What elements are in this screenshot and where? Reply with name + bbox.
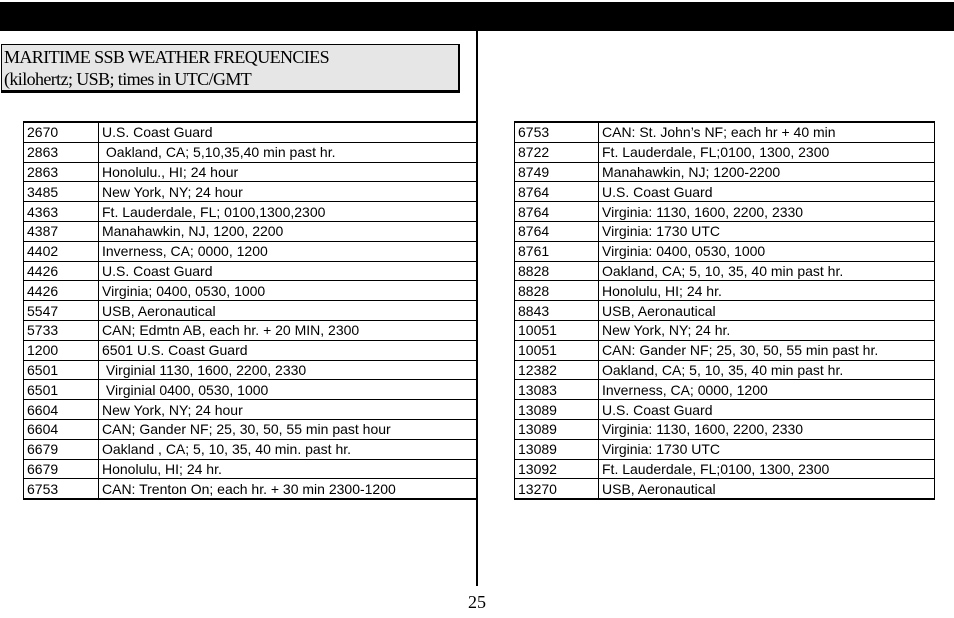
station-cell: Virginial 1130, 1600, 2200, 2330 [99,360,478,380]
frequency-cell: 4402 [24,241,99,261]
table-row [515,241,935,261]
frequency-cell: 6679 [24,459,99,479]
frequency-cell: 8749 [515,162,599,182]
station-cell: CAN; Gander NF; 25, 30, 50, 55 min past hour [99,419,478,439]
table-row [24,439,478,459]
station-cell: New York, NY; 24 hr. [599,320,935,340]
table-row [24,142,478,162]
station-cell: Honolulu., HI; 24 hour [99,162,478,182]
frequency-cell: 13270 [515,479,599,499]
title-box [1,44,460,93]
table-row [515,162,935,182]
frequency-cell: 4426 [24,281,99,301]
station-cell: Manahawkin, NJ; 1200-2200 [599,162,935,182]
table-row [515,142,935,162]
table-row [24,182,478,202]
table-row [515,261,935,281]
station-cell: New York, NY; 24 hour [99,182,478,202]
station-cell: Ft. Lauderdale, FL;0100, 1300, 2300 [599,142,935,162]
frequency-cell: 13089 [515,439,599,459]
frequency-cell: 5547 [24,301,99,321]
table-row [515,320,935,340]
title-line-1: MARITIME SSB WEATHER FREQUENCIES [4,47,329,67]
table-row [24,419,478,439]
station-cell: Virginia: 1730 UTC [599,221,935,241]
station-cell: Virginia: 1730 UTC [599,439,935,459]
table-row [24,340,478,360]
table-row [24,162,478,182]
table-row [515,439,935,459]
frequency-cell: 13089 [515,400,599,420]
station-cell: USB, Aeronautical [599,479,935,499]
frequency-cell: 8722 [515,142,599,162]
frequency-cell: 6501 [24,360,99,380]
frequency-cell: 4363 [24,202,99,222]
frequency-cell: 8828 [515,261,599,281]
table-row [24,202,478,222]
frequency-cell: 6679 [24,439,99,459]
table-row [515,301,935,321]
frequency-cell: 6753 [515,122,599,142]
station-cell: Honolulu, HI; 24 hr. [99,459,478,479]
frequency-cell: 13089 [515,419,599,439]
station-cell: Virginia; 0400, 0530, 1000 [99,281,478,301]
frequency-cell: 8764 [515,221,599,241]
table-row [24,400,478,420]
page-number: 25 [468,592,486,612]
station-cell: U.S. Coast Guard [599,182,935,202]
title-line-2: (kilohertz; USB; times in UTC/GMT [4,69,252,89]
station-cell: Virginia: 0400, 0530, 1000 [599,241,935,261]
frequency-cell: 8843 [515,301,599,321]
frequency-cell: 2863 [24,162,99,182]
table-row [24,221,478,241]
frequency-table-right [514,121,935,500]
frequency-cell: 6604 [24,400,99,420]
station-cell: Oakland , CA; 5, 10, 35, 40 min. past hr. [99,439,478,459]
station-cell: CAN: Gander NF; 25, 30, 50, 55 min past hr. [599,340,935,360]
station-cell: Oakland, CA; 5, 10, 35, 40 min past hr. [599,261,935,281]
table-row [24,301,478,321]
station-cell: Honolulu, HI; 24 hr. [599,281,935,301]
frequency-cell: 2863 [24,142,99,162]
table-row [24,479,478,499]
frequency-cell: 4426 [24,261,99,281]
table-row [24,459,478,479]
table-row [515,459,935,479]
table-row [515,419,935,439]
station-cell: USB, Aeronautical [599,301,935,321]
table-row [515,122,935,142]
table-row [515,360,935,380]
table-row [515,400,935,420]
frequency-cell: 3485 [24,182,99,202]
table-row [515,479,935,499]
frequency-cell: 13092 [515,459,599,479]
frequency-cell: 6501 [24,380,99,400]
station-cell: U.S. Coast Guard [99,122,478,142]
frequency-cell: 6604 [24,419,99,439]
station-cell: New York, NY; 24 hour [99,400,478,420]
station-cell: U.S. Coast Guard [599,400,935,420]
frequency-cell: 13083 [515,380,599,400]
station-cell: Virginial 0400, 0530, 1000 [99,380,478,400]
station-cell: Oakland, CA; 5,10,35,40 min past hr. [99,142,478,162]
table-row [515,202,935,222]
station-cell: Manahawkin, NJ, 1200, 2200 [99,221,478,241]
frequency-cell: 1200 [24,340,99,360]
table-row [515,340,935,360]
table-row [515,182,935,202]
frequency-cell: 10051 [515,340,599,360]
table-row [24,261,478,281]
table-row [515,281,935,301]
station-cell: Virginia: 1130, 1600, 2200, 2330 [599,419,935,439]
frequency-cell: 2670 [24,122,99,142]
frequency-cell: 8828 [515,281,599,301]
station-cell: USB, Aeronautical [99,301,478,321]
table-row [24,122,478,142]
station-cell: Ft. Lauderdale, FL;0100, 1300, 2300 [599,459,935,479]
frequency-cell: 8764 [515,202,599,222]
frequency-table-left [23,121,478,500]
table-row [24,281,478,301]
station-cell: CAN; Edmtn AB, each hr. + 20 MIN, 2300 [99,320,478,340]
frequency-cell: 8764 [515,182,599,202]
station-cell: CAN: Trenton On; each hr. + 30 min 2300-1200 [99,479,478,499]
station-cell: U.S. Coast Guard [99,261,478,281]
header-bar [0,2,954,31]
frequency-cell: 4387 [24,221,99,241]
table-row [515,221,935,241]
table-row [515,380,935,400]
station-cell: Ft. Lauderdale, FL; 0100,1300,2300 [99,202,478,222]
station-cell: Inverness, CA; 0000, 1200 [599,380,935,400]
frequency-cell: 6753 [24,479,99,499]
station-cell: Oakland, CA; 5, 10, 35, 40 min past hr. [599,360,935,380]
station-cell: CAN: St. John’s NF; each hr + 40 min [599,122,935,142]
table-row [24,320,478,340]
frequency-cell: 10051 [515,320,599,340]
station-cell: Virginia: 1130, 1600, 2200, 2330 [599,202,935,222]
frequency-cell: 12382 [515,360,599,380]
station-cell: Inverness, CA; 0000, 1200 [99,241,478,261]
frequency-cell: 5733 [24,320,99,340]
frequency-cell: 8761 [515,241,599,261]
table-row [24,360,478,380]
station-cell: 6501 U.S. Coast Guard [99,340,478,360]
table-row [24,241,478,261]
table-row [24,380,478,400]
